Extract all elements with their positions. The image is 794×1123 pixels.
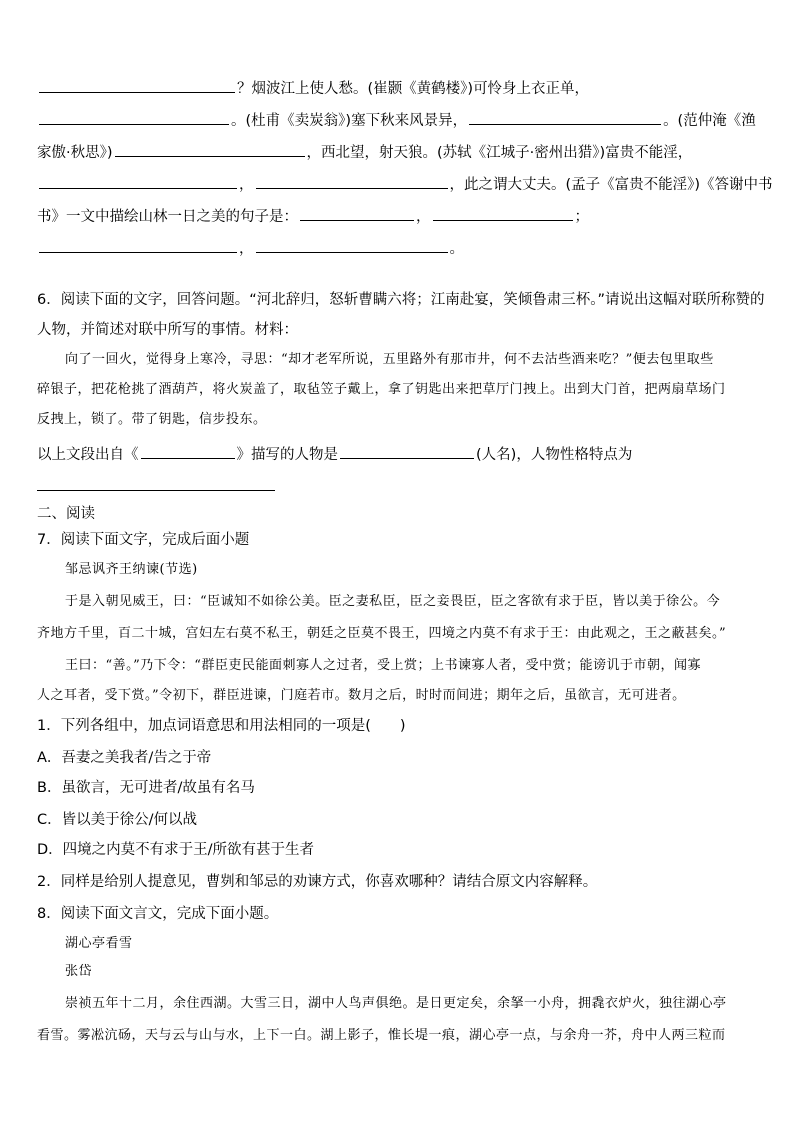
q7-passage-line-2: 齐地方千里，百二十城，宫妇左右莫不私王，朝廷之臣莫不畏王，四境之内莫不有求于王：由此观之，王之蔽甚矣。” [37, 626, 727, 641]
q7-passage-line-1: 于是入朝见威王，曰：“臣诚知不如徐公美。臣之妻私臣，臣之妾畏臣，臣之客欲有求于臣，皆以美于徐公。今 [65, 594, 721, 609]
answer-blank[interactable] [39, 78, 235, 93]
poem-line-1 [37, 78, 589, 99]
q8-passage-line-2: 看雪。雾凇沆砀，天与云与山与水，上下一白。湖上影子，惟长堤一痕，湖心亭一点，与余舟一芥，舟中人两三粒而 [37, 1028, 726, 1043]
poem-line-5 [37, 206, 589, 227]
answer-blank[interactable] [469, 110, 661, 125]
q6-material-line-1: 向了一回火，觉得身上寒冷，寻思：“却才老军所说，五里路外有那市井，何不去沽些酒来吃？”便去包里取些 [65, 352, 714, 367]
poem-text: ， [239, 241, 254, 257]
q6-answer-text: 以上文段出自《 [37, 447, 139, 463]
answer-blank[interactable] [39, 174, 237, 189]
answer-blank[interactable] [433, 206, 573, 221]
poem-text: 家傲·秋思》) [37, 145, 113, 161]
q7-passage-line-3: 王曰：“善。”乃下令：“群臣吏民能面刺寡人之过者，受上赏；上书谏寡人者，受中赏；能谤讥于市朝，闻寡 [65, 658, 701, 673]
q7-option-d[interactable]: D．四境之内莫不有求于王/所欲有甚于生者 [37, 842, 315, 858]
poem-text: ，此之谓大丈夫。(孟子《富贵不能淫》)《答谢中书 [449, 177, 773, 193]
section-heading: 二、阅读 [37, 506, 95, 522]
q6-answer-text: 》描写的人物是 [236, 447, 338, 463]
q7-option-c[interactable]: C．皆以美于徐公/何以战 [37, 812, 198, 828]
poem-text: 书》一文中描绘山林一日之美的句子是： [37, 209, 298, 225]
poem-text: 。(范仲淹《渔 [663, 113, 756, 129]
poem-text: ，西北望，射天狼。(苏轼《江城子·密州出猎》)富贵不能淫， [306, 145, 693, 161]
q7-passage-line-4: 人之耳者，受下赏。”令初下，群臣进谏，门庭若市。数月之后，时时而间进；期年之后，虽欲言，无可进者。 [37, 688, 686, 703]
poem-line-6 [37, 238, 464, 259]
poem-line-2 [37, 110, 756, 131]
answer-blank[interactable] [256, 174, 448, 189]
answer-blank[interactable] [300, 206, 414, 221]
q6-answer-text: (人名)，人物性格特点为 [476, 447, 633, 463]
answer-blank[interactable] [256, 238, 448, 253]
poem-text: ？烟波江上使人愁。(崔颢《黄鹤楼》)可怜身上衣正单， [237, 81, 590, 97]
answer-blank[interactable] [115, 142, 305, 157]
q6-material-line-2: 碎银子，把花枪挑了酒葫芦，将火炭盖了，取毡笠子戴上，拿了钥匙出来把草厅门拽上。出到大门首，把两扇草场门 [37, 382, 726, 397]
poem-text: ； [574, 209, 589, 225]
poem-text: ， [239, 177, 254, 193]
q6-prompt-line-2: 人物，并简述对联中所写的事情。材料： [37, 322, 298, 338]
poem-text: ， [416, 209, 431, 225]
poem-text: 。 [449, 241, 464, 257]
q8-passage-title: 湖心亭看雪 [65, 936, 133, 951]
q7-option-b[interactable]: B．虽欲言，无可进者/故虽有名马 [37, 780, 255, 796]
poem-line-4 [37, 174, 773, 195]
q8-passage-line-1: 崇祯五年十二月，余住西湖。大雪三日，湖中人鸟声俱绝。是日更定矣，余拏一小舟，拥毳衣炉火，独往湖心亭 [65, 996, 727, 1011]
answer-blank[interactable] [39, 238, 237, 253]
answer-blank[interactable] [340, 444, 474, 459]
q6-answer-line-2 [37, 476, 277, 497]
q7-passage-title: 邹忌讽齐王纳谏(节选) [65, 562, 198, 577]
poem-line-3 [37, 142, 692, 163]
q6-material-line-3: 反拽上，锁了。带了钥匙，信步投东。 [37, 412, 267, 427]
q8-heading: 8．阅读下面文言文，完成下面小题。 [37, 906, 279, 922]
q7-subquestion-1: 1．下列各组中，加点词语意思和用法相同的一项是( ) [37, 718, 406, 734]
q6-answer-line [37, 444, 632, 465]
answer-blank[interactable] [39, 110, 229, 125]
q8-passage-author: 张岱 [65, 964, 93, 979]
poem-text: 。(杜甫《卖炭翁》)塞下秋来风景异， [231, 113, 468, 129]
q7-heading: 7．阅读下面文字，完成后面小题 [37, 532, 250, 548]
answer-blank[interactable] [141, 444, 235, 459]
answer-blank[interactable] [37, 476, 275, 491]
q7-subquestion-2: 2．同样是给别人提意见，曹刿和邹忌的劝谏方式，你喜欢哪种？请结合原文内容解释。 [37, 874, 598, 890]
q7-option-a[interactable]: A．吾妻之美我者/告之于帝 [37, 750, 212, 766]
q6-prompt-line-1: 6．阅读下面的文字，回答问题。“河北辞归，怒斩曹瞒六将；江南赴宴，笑倾鲁肃三杯。”请说出这幅对联所称赞的 [37, 292, 765, 308]
